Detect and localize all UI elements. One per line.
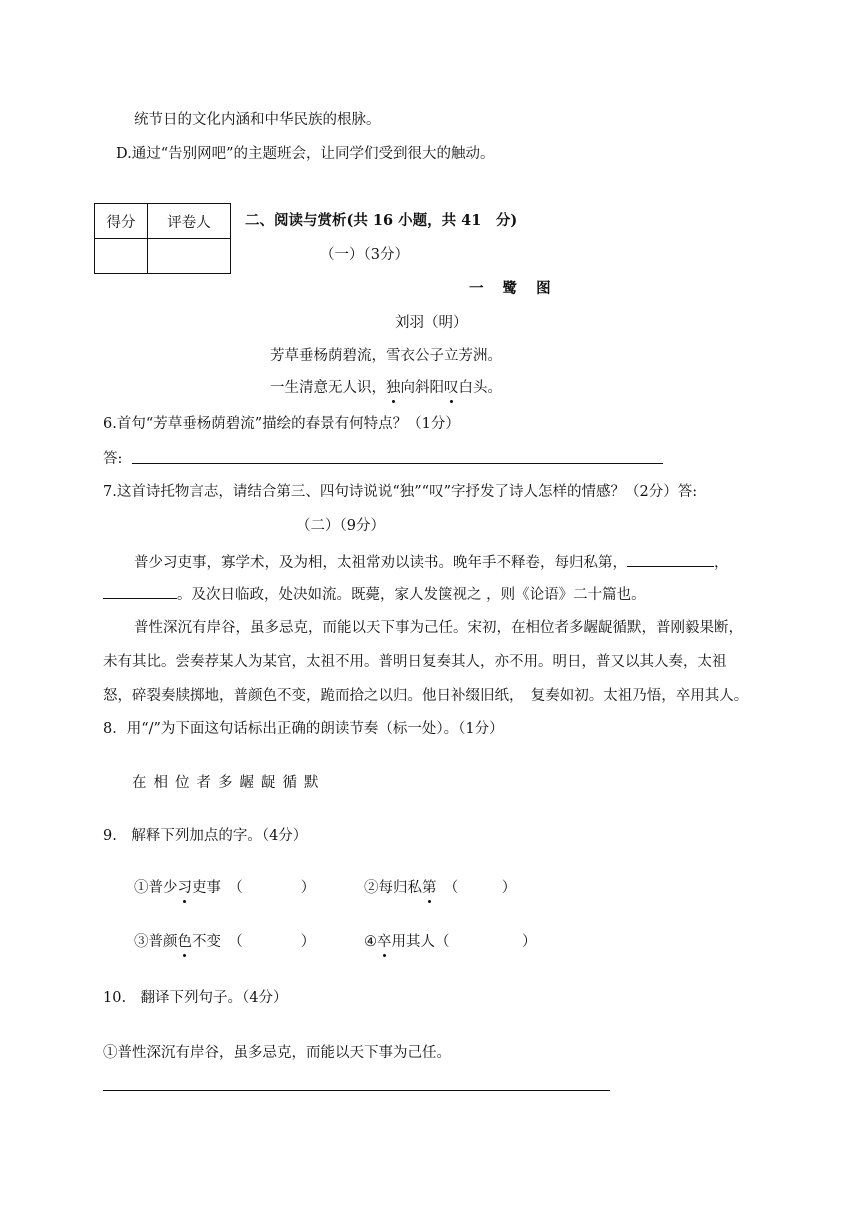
poem-title: 一 鹭 图 [469,280,558,297]
text-line: 统节日的文化内涵和中华民族的根脉。 [134,112,381,128]
poem-line: 一生清意无人识，独向斜阳叹白头。 [270,380,502,396]
grader-header: 评卷人 [148,204,231,239]
passage-line: 怒，碎裂奏牍掷地，普颜色不变，跪而拾之以归。他日补缀旧纸， 复奏如初。太祖乃悟，卒用其人。 [103,688,749,704]
dotted-char: 习 [177,880,192,896]
answer-paren[interactable]: （ ） [235,880,316,896]
poem-author: 刘羽（明） [395,315,468,331]
translate-sentence: ①普性深沉有岸谷，虽多忌克，而能以天下事为己任。 [103,1045,451,1061]
answer-line[interactable] [132,463,663,464]
score-cell [95,239,148,274]
dotted-char: 叹 [444,380,459,396]
part-two-heading: （二）（9分） [296,518,385,534]
option-d: D.通过“告别网吧”的主题班会，让同学们受到很大的触动。 [116,146,495,162]
score-table [94,203,231,274]
q9-item-3: ③普颜色不变 （ ） [134,934,316,950]
dotted-char: 独 [386,380,401,396]
part-one-heading: （一）（3分） [320,247,409,263]
fill-blank[interactable] [627,551,714,567]
poem-line: 芳草垂杨荫碧流，雪衣公子立芳洲。 [270,348,502,364]
dotted-char: 卒 [377,934,392,950]
dotted-char: 色 [177,934,192,950]
question-7: 7.这首诗托物言志，请结合第三、四句诗说说“独”“叹”字抒发了诗人怎样的情感？（2分）答: [103,484,698,500]
question-9: 9. 解释下列加点的字。（4分） [103,828,308,844]
question-8: 8．用“/”为下面这句话标出正确的朗读节奏（标一处）。（1分） [103,721,504,737]
question-10: 10. 翻译下列句子。（4分） [103,990,288,1006]
answer-paren[interactable]: （ ） [235,934,316,950]
grader-cell [148,239,231,274]
score-header: 得分 [95,204,148,239]
rhythm-phrase: 在相位者多龌龊循默 [132,775,326,791]
answer-line[interactable] [103,1090,610,1091]
passage-line: 未有其比。尝奏荐某人为某官，太祖不用。普明日复奏其人，亦不用。明日，普又以其人奏，太祖 [103,654,727,670]
passage-line: 。及次日临政，处决如流。既薨，家人发箧视之 ，则《论语》二十篇也。 [103,583,646,605]
section-title: 二、阅读与赏析(共 16 小题，共 41 分) [245,212,518,229]
dotted-char: 第 [422,880,437,896]
q9-item-4: ④卒用其人（ ） [364,934,537,950]
q9-item-2: ②每归私第 （ ） [364,880,517,896]
answer-paren[interactable]: （ ） [435,934,537,950]
fill-blank[interactable] [103,583,177,599]
answer-label: 答: [103,451,123,467]
q9-item-1: ①普少习吏事 （ ） [134,880,316,896]
question-6: 6.首句“芳草垂杨荫碧流”描绘的春景有何特点？（1分） [103,416,460,432]
passage-line: 普性深沉有岸谷，虽多忌克，而能以天下事为己任。宋初，在相位者多龌龊循默，普刚毅果断， [134,620,743,636]
answer-paren[interactable]: （ ） [451,880,517,896]
passage-line: 普少习吏事，寡学术，及为相，太祖常劝以读书。晚年手不释卷，每归私第， ， [134,551,729,573]
